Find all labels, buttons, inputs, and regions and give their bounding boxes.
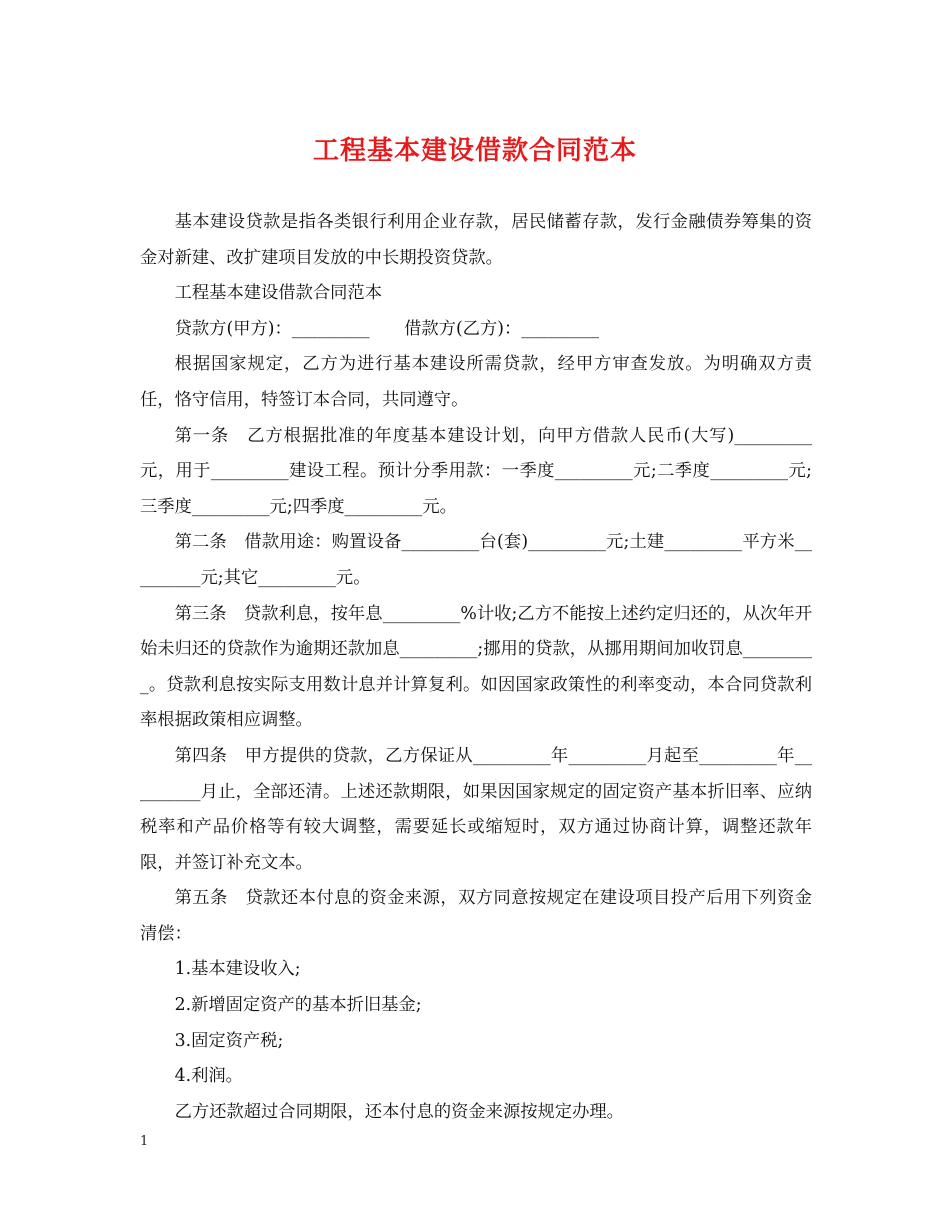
- document-title: 工程基本建设借款合同范本: [312, 136, 637, 166]
- paragraph-closing: 乙方还款超过合同期限，还本付息的资金来源按规定办理。: [174, 1101, 624, 1122]
- paragraph-article-4: 第四条 甲方提供的贷款，乙方保证从_________年_________月起至_________年_________月止，全部还清。上述还款期限，如果因国家规定的固定资产基本折旧率、应纳税率和产品价格等有较大调整，需要延长或缩短时，双方通过协商计算，调整还款年限，并签订补充文本。: [140, 745, 812, 873]
- list-item-1: 1.基本建设收入;: [174, 959, 301, 980]
- paragraph-preamble: 根据国家规定，乙方为进行基本建设所需贷款，经甲方审查发放。为明确双方责任，恪守信用，特签订本合同，共同遵守。: [140, 354, 812, 410]
- paragraph-article-3: 第三条 贷款利息，按年息_________%计收;乙方不能按上述约定归还的，从次年开始未归还的贷款作为逾期还款加息_________;挪用的贷款，从挪用期间加收罚息_________。贷款利息按实际支用数计息并计算复利。如因国家政策性的利率变动，本合同贷款利率根据政策相应调整。: [140, 603, 812, 731]
- document-body: [140, 205, 812, 1130]
- paragraph-article-2: 第二条 借款用途：购置设备_________台(套)_________元;土建_________平方米_________元;其它_________元。: [140, 532, 812, 588]
- list-item-4: 4.利润。: [174, 1066, 243, 1087]
- list-item-2: 2.新增固定资产的基本折旧基金;: [174, 995, 422, 1016]
- page-number: 1: [140, 1134, 149, 1149]
- paragraph-subtitle: 工程基本建设借款合同范本: [174, 283, 382, 304]
- paragraph-intro: 基本建设贷款是指各类银行利用企业存款，居民储蓄存款，发行金融债券筹集的资金对新建、改扩建项目发放的中长期投资贷款。: [140, 212, 812, 268]
- paragraph-article-5: 第五条 贷款还本付息的资金来源，双方同意按规定在建设项目投产后用下列资金清偿：: [140, 888, 812, 944]
- paragraph-article-1: 第一条 乙方根据批准的年度基本建设计划，向甲方借款人民币(大写)_________元，用于_________建设工程。预计分季用款：一季度_________元;二季度_________元;三季度_________元;四季度_________元。: [140, 425, 812, 517]
- paragraph-parties: 贷款方(甲方)：_________ 借款方(乙方)：_________: [174, 318, 600, 339]
- list-item-3: 3.固定资产税;: [174, 1030, 284, 1051]
